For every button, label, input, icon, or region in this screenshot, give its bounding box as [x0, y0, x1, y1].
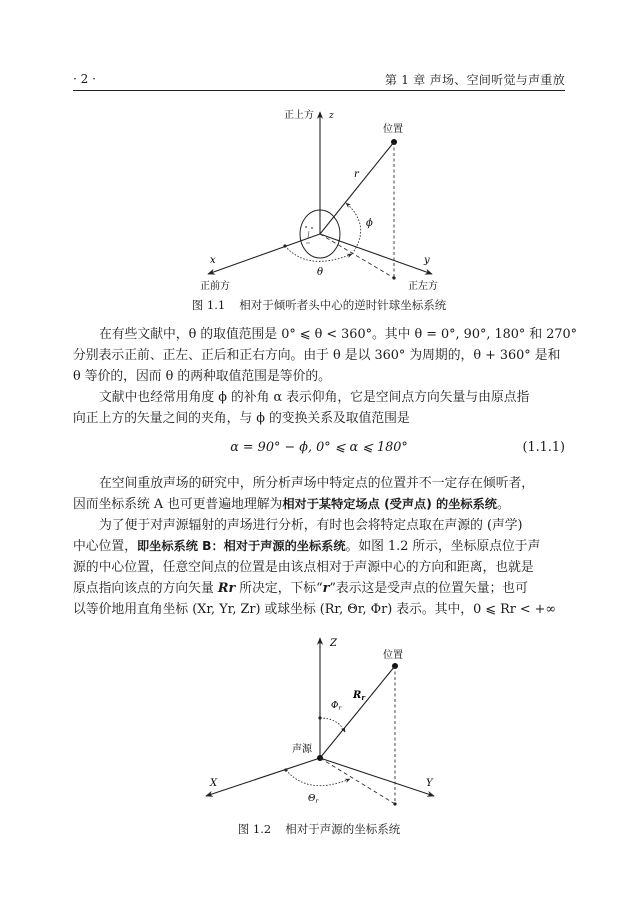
label-Phi: [331, 701, 342, 712]
Y-axis: [320, 758, 434, 796]
label-r: r: [354, 169, 359, 180]
text-line: θ 等价的，因而 θ 的两种取值范围是等价的。: [73, 369, 331, 384]
running-header: [73, 68, 565, 91]
X-axis: [206, 758, 320, 796]
x-axis: [208, 234, 320, 274]
label-Z: Z: [330, 638, 337, 649]
theta-start-point: [283, 244, 286, 247]
label-z: z: [329, 111, 334, 121]
label-position: 位置: [383, 650, 403, 661]
text-line: [73, 494, 565, 515]
label-left: 正左方: [408, 281, 438, 292]
Theta-start-point: [284, 768, 287, 771]
text-line: 在空间重放声场的研究中，所分析声场中特定点的位置并不一定存在倾听者，: [99, 476, 535, 491]
text-line: 向正上方的矢量之间的夹角，与 ϕ 的变换关系及取值范围是: [73, 411, 410, 426]
equation-number: (1.1.1): [522, 440, 565, 455]
text-span: ”表示这是受声点的位置矢量；也可: [329, 581, 528, 596]
Phi-main: Φ: [331, 701, 339, 711]
r-vector: [320, 142, 394, 234]
text-line: 以等价地用直角坐标 (Xr, Yr, Zr) 或球坐标 (Rr, Θr, Φr) 表示。其中，0 ⩽ Rr < +∞: [73, 602, 557, 617]
y-axis: [320, 234, 432, 274]
vector-R: Rr: [217, 581, 236, 596]
label-R: [352, 690, 366, 702]
Theta-main: Θ: [308, 794, 316, 804]
label-source: 声源: [292, 744, 312, 755]
projection-point: [392, 276, 395, 279]
subscript-r: r: [322, 581, 330, 596]
text-line: [73, 578, 565, 599]
R-main: R: [353, 690, 362, 701]
label-Y: Y: [426, 778, 433, 789]
caption-number: 图 1.1: [191, 298, 226, 312]
label-theta: θ: [317, 267, 324, 278]
page-number: · 2 ·: [73, 72, 96, 86]
Theta-arc: [286, 770, 350, 786]
eye-mark: [311, 227, 313, 229]
paragraph-system-b: [73, 515, 565, 620]
text-span: 。: [496, 497, 510, 512]
label-phi: ϕ: [366, 218, 373, 229]
bold-term: 相对于某特定场点 (受声点) 的坐标系统: [282, 497, 497, 511]
equation-1-1-1: [73, 440, 565, 460]
figure-1-1-diagram: [180, 100, 460, 295]
caption-text: 相对于倾听者头中心的逆时针球坐标系统: [239, 298, 447, 312]
Phi-subscript: r: [338, 705, 342, 712]
text-line: 文献中也经常用角度 ϕ 的补角 α 表示仰角，它是空间点方向矢量与由原点指: [99, 390, 530, 405]
bold-term: 即坐标系统 B：相对于声源的坐标系统: [136, 539, 346, 553]
chapter-title: 第 1 章 声场、空间听觉与声重放: [384, 73, 565, 87]
caption-text: 相对于声源的坐标系统: [285, 822, 401, 836]
text-line: 为了便于对声源辐射的声场进行分析，有时也会将特定点取在声源的 (声学): [99, 518, 523, 533]
text-span: 。如图 1.2 所示，坐标原点位于声: [345, 539, 541, 554]
text-line: 分别表示正前、正左、正后和正右方向。由于 θ 是以 360° 为周期的，θ + 360° 是和: [73, 348, 561, 363]
label-position: 位置: [383, 124, 403, 135]
figure-1-2-diagram: [190, 630, 450, 815]
theta-arc: [285, 246, 352, 261]
text-span: 中心位置，: [73, 539, 137, 554]
eye-mark: [305, 226, 307, 228]
Phi-arc: [320, 718, 345, 732]
text-span: 因而坐标系统 A 也可更普遍地理解为: [73, 497, 283, 512]
caption-number: 图 1.2: [237, 822, 272, 836]
paragraph-system-a: [73, 473, 565, 515]
label-X: X: [210, 778, 218, 789]
paragraph-elevation: [73, 387, 565, 429]
figure-1-1-caption: [0, 297, 638, 313]
figure-1-2-caption: [0, 821, 638, 837]
figure-1-2: [190, 630, 450, 815]
nose-mark: [308, 231, 309, 238]
label-x: x: [210, 255, 216, 266]
text-line: 源的中心位置，任意空间点的位置是由该点相对于声源中心的方向和距离，也就是: [73, 560, 534, 575]
projection-horizontal: [320, 758, 395, 804]
Theta-subscript: r: [315, 798, 319, 805]
R-subscript: r: [361, 693, 366, 702]
label-y: y: [424, 255, 430, 266]
equation-body: α = 90° − ϕ, 0° ⩽ α ⩽ 180°: [230, 440, 408, 455]
label-up: 正上方: [284, 110, 314, 121]
figure-1-1: [180, 100, 460, 295]
text-span: 所决定，下标“: [235, 581, 323, 596]
label-front: 正前方: [200, 281, 230, 292]
R-vector: [320, 666, 395, 758]
text-line: 在有些文献中，θ 的取值范围是 0° ⩽ θ < 360°。其中 θ = 0°, 90°, 180° 和 270°: [99, 327, 578, 342]
Phi-start-point: [318, 716, 321, 719]
paragraph-theta-range: [73, 324, 578, 387]
projection-point: [393, 802, 396, 805]
text-span: 原点指向该点的方向矢量: [73, 581, 218, 596]
text-line: [73, 536, 565, 557]
label-Theta: [308, 794, 319, 805]
